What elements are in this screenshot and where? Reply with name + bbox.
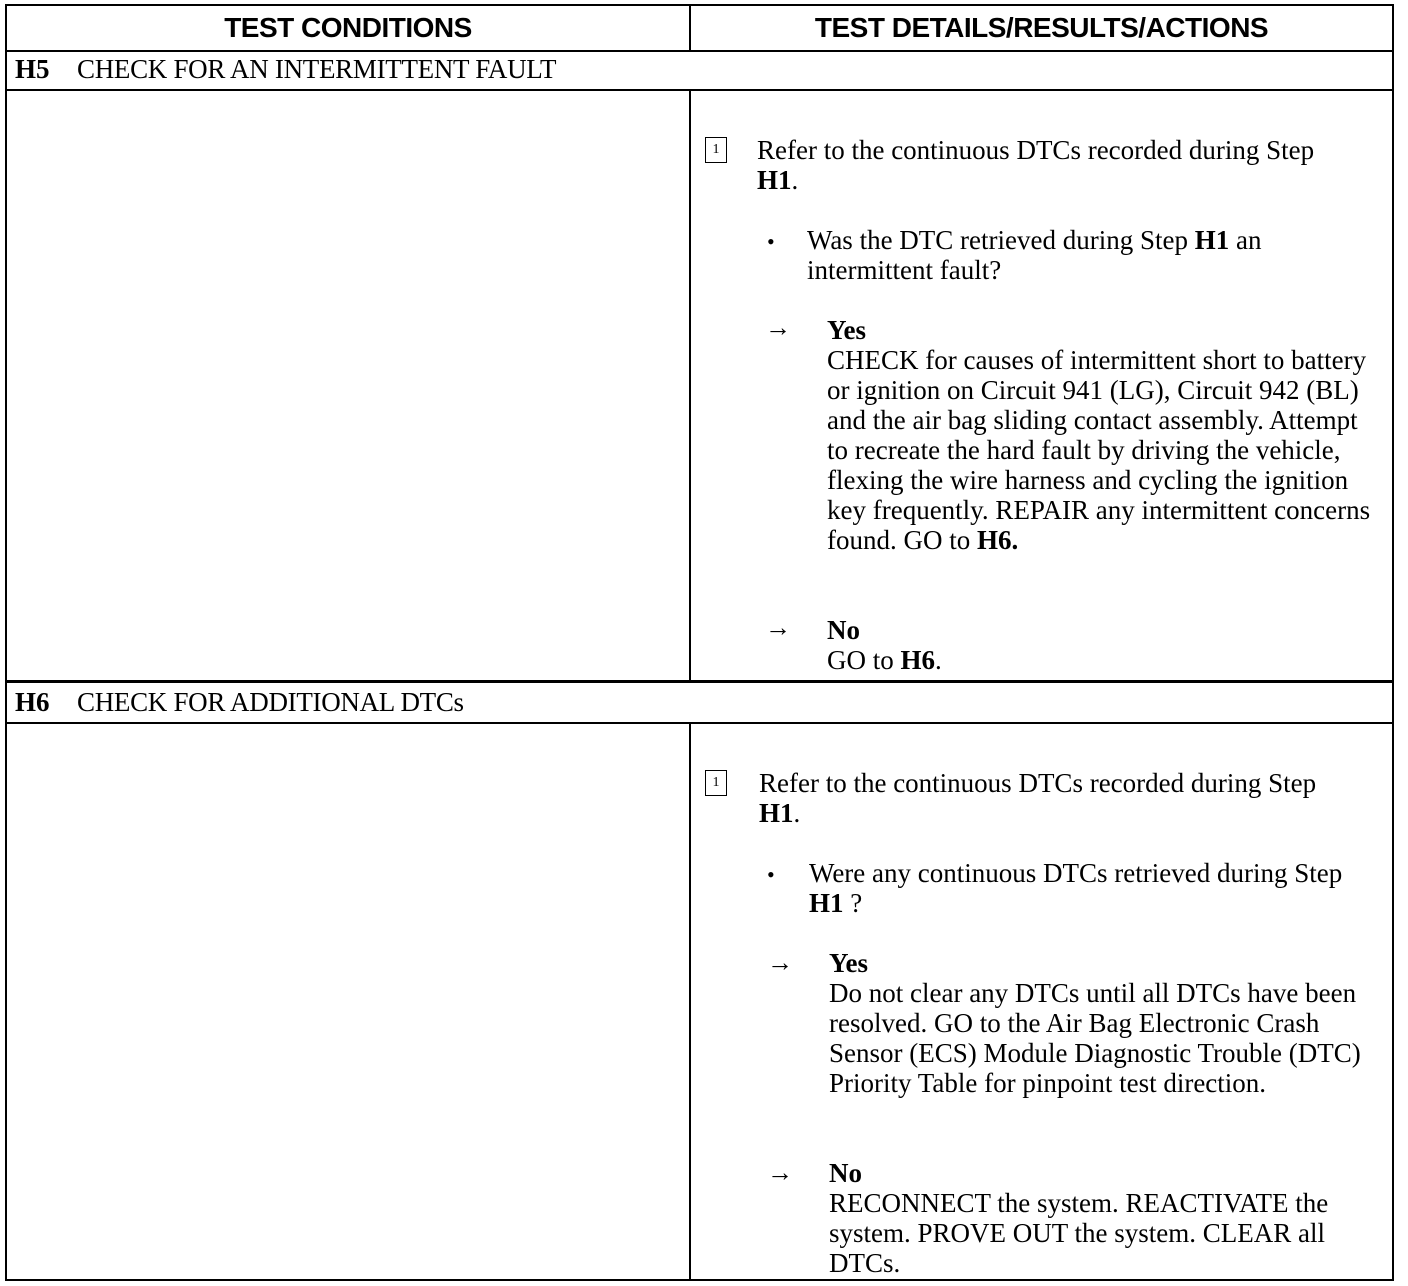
question-text: Were any continuous DTCs retrieved during Step H1 ?	[809, 858, 1343, 918]
step-h6-body	[7, 724, 1392, 1279]
right-arrow-icon: →	[767, 948, 793, 977]
step-id: H6	[15, 687, 50, 717]
header-test-details: TEST DETAILS/RESULTS/ACTIONS	[814, 12, 1269, 43]
diagnostic-table	[5, 4, 1394, 1281]
right-arrow-icon: →	[765, 313, 791, 342]
yes-label: Yes	[827, 315, 866, 345]
yes-label: Yes	[829, 948, 868, 978]
step-h5-body	[7, 91, 1392, 683]
instruction-text: Refer to the continuous DTCs recorded during Step H1.	[759, 768, 1317, 828]
right-arrow-icon: →	[767, 1158, 793, 1187]
right-arrow-icon: →	[765, 613, 791, 642]
test-conditions-cell	[7, 724, 691, 1279]
step-number-box: 1	[705, 770, 727, 796]
test-conditions-cell	[7, 91, 691, 680]
no-outcome: No RECONNECT the system. REACTIVATE the system. PROVE OUT the system. CLEAR all DTCs.	[829, 1158, 1329, 1278]
step-id: H5	[15, 54, 50, 84]
step-title: CHECK FOR ADDITIONAL DTCs	[77, 687, 464, 717]
header-test-conditions: TEST CONDITIONS	[7, 6, 691, 50]
yes-outcome: Yes CHECK for causes of intermittent short to battery or ignition on Circuit 941 (LG), Circuit 942 (BL) and the air bag sliding contact assembly. Attempt to recreate the hard fault by driving the vehicle, flexing the wire harness and cycling the ignition key frequently. REPAIR any intermittent concerns found. GO to H6.	[827, 315, 1371, 555]
step-h6-title-row	[7, 683, 1392, 724]
step-title: CHECK FOR AN INTERMITTENT FAULT	[77, 54, 557, 84]
no-label: No	[827, 615, 860, 645]
question-text: Was the DTC retrieved during Step H1 an intermittent fault?	[807, 225, 1262, 285]
test-details-cell	[691, 724, 1392, 1279]
instruction-text: Refer to the continuous DTCs recorded during Step H1.	[757, 135, 1315, 195]
test-details-cell	[691, 91, 1392, 680]
bullet-icon: •	[767, 229, 775, 254]
yes-outcome: Yes Do not clear any DTCs until all DTCs have been resolved. GO to the Air Bag Electronic Crash Sensor (ECS) Module Diagnostic Trouble (DTC) Priority Table for pinpoint test direction.	[829, 948, 1361, 1098]
no-outcome: No GO to H6.	[827, 615, 942, 675]
no-label: No	[829, 1158, 862, 1188]
step-number-box: 1	[705, 137, 727, 163]
bullet-icon: •	[767, 862, 775, 887]
table-header	[7, 6, 1392, 52]
step-h5-title-row	[7, 50, 1392, 91]
